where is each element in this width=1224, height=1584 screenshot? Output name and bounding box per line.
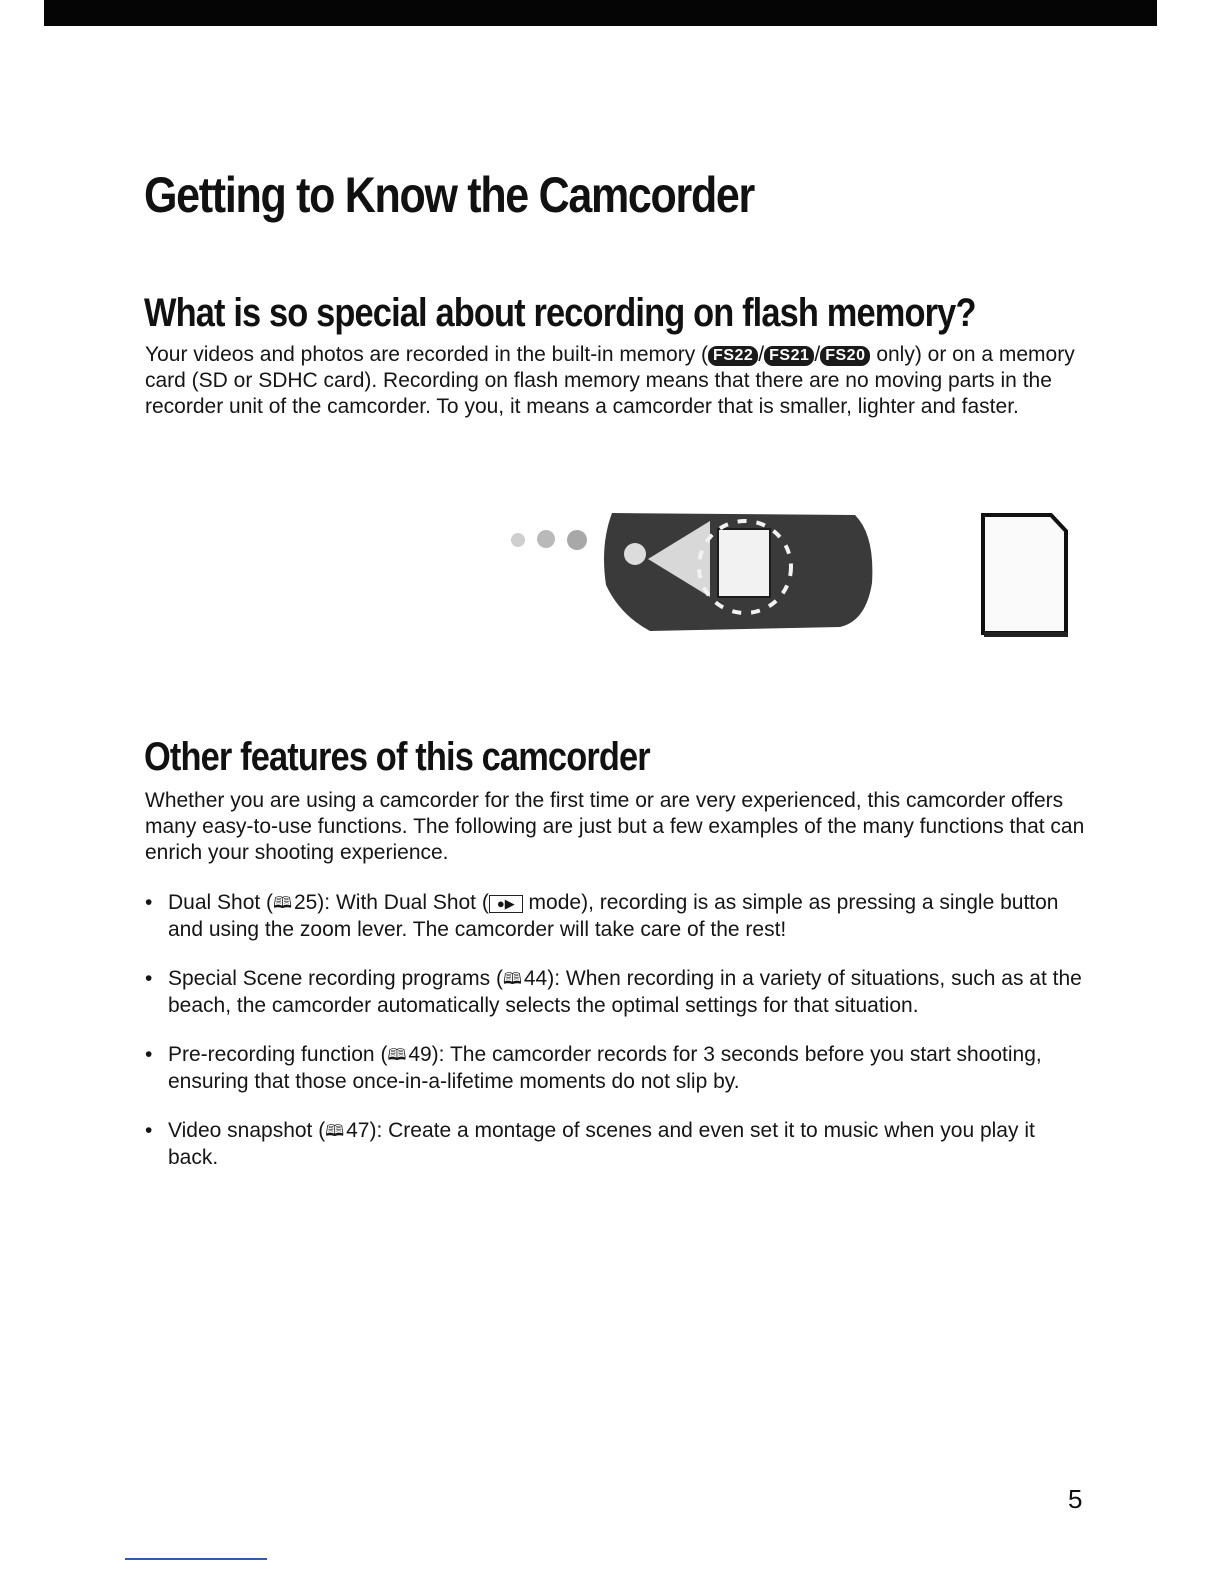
page-title: Getting to Know the Camcorder [144,167,755,223]
page-reference: 25 [293,891,318,914]
page-reference: 49 [408,1043,432,1066]
list-item-text: mode), recording is as simple as pressing a single button and using the zoom lever. The camcorder will take care of the rest! [168,891,1059,941]
list-item-text: Dual Shot ( [168,891,274,914]
section-heading-other-features: Other features of this camcorder [144,735,650,779]
page-reference: 47 [346,1119,370,1142]
lens-icon [624,543,646,565]
top-header-bar [44,0,1157,26]
list-item [145,966,1090,1019]
list-item-text: ): Create a montage of scenes and even set it to music when you play it back. [168,1119,1035,1169]
illustration-graphic [500,505,1090,650]
list-item-text: Special Scene recording programs ( [168,967,503,990]
motion-dot-icon [537,530,555,548]
flash-memory-paragraph [145,342,1090,420]
book-icon: 🕮 [387,1047,407,1064]
list-item-text: ): When recording in a variety of situations, such as at the beach, the camcorder automatically selects the optimal settings for that situation. [168,967,1082,1017]
list-item-text: Pre-recording function ( [168,1043,388,1066]
motion-dot-icon [567,530,587,550]
list-item [145,1118,1090,1171]
camcorder-mode-icon: ●▶ [489,895,523,913]
page-number: 5 [1068,1484,1083,1514]
paragraph-text: only) or on a memory card (SD or SDHC card). Recording on flash memory means that there are no moving parts in the recorder unit of the camcorder. To you, it means a camcorder that is smaller, lighter and faster. [145,343,1075,418]
sd-card-edge [984,632,1068,637]
sd-card-icon [983,515,1066,633]
features-intro-paragraph: Whether you are using a camcorder for the first time or are very experienced, this camcorder offers many easy-to-use functions. The following are just but a few examples of the many functions that can enrich your shooting experience. [145,789,1085,864]
badge-separator: / [814,343,821,366]
section-heading-flash-memory: What is so special about recording on flash memory? [144,291,976,335]
page-reference: 44 [523,967,548,990]
book-icon: 🕮 [325,1123,345,1140]
list-item-text: ): The camcorder records for 3 seconds before you start shooting, ensuring that those once-in-a-lifetime moments do not slip by. [168,1043,1042,1093]
card-slot-icon [718,529,770,597]
bullet-icon: • [145,967,153,990]
bullet-icon: • [145,891,153,914]
list-item [145,890,1090,943]
camcorder-memory-card-illustration [500,505,1090,650]
list-item [145,1042,1090,1095]
list-item-text: Video snapshot ( [168,1119,326,1142]
motion-dot-icon [511,533,525,547]
bullet-icon: • [145,1043,153,1066]
model-badge-fs22: FS22 [708,346,758,366]
book-icon: 🕮 [273,895,292,912]
badge-separator: / [758,343,765,366]
footer-rule [125,1558,267,1560]
model-badge-fs20: FS20 [820,346,870,366]
book-icon: 🕮 [503,971,522,988]
model-badge-fs21: FS21 [764,346,814,366]
list-item-text: ): With Dual Shot ( [317,891,489,914]
features-list [145,890,1090,1194]
paragraph-text: Your videos and photos are recorded in the built-in memory ( [145,343,709,366]
bullet-icon: • [145,1119,153,1142]
